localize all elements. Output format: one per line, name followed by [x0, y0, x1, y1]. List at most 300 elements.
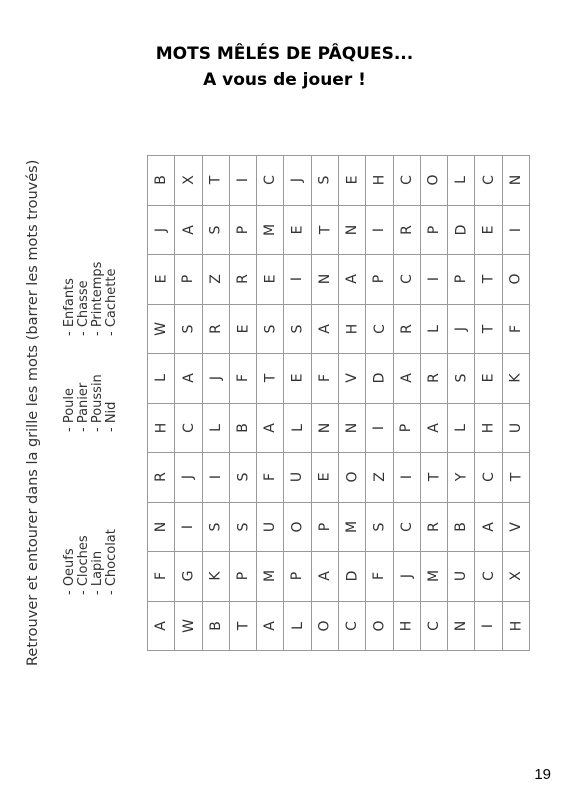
grid-cell[interactable]: [394, 602, 421, 652]
grid-cell[interactable]: [339, 404, 366, 454]
grid-letter: M: [262, 570, 279, 583]
grid-letter: C: [262, 175, 279, 186]
grid-letter: X: [507, 571, 524, 582]
grid-letter: K: [507, 373, 524, 383]
grid-letter: Y: [453, 472, 470, 482]
grid-cell[interactable]: [148, 156, 175, 206]
grid-cell[interactable]: [284, 602, 311, 652]
grid-letter: J: [153, 227, 170, 232]
grid-cell[interactable]: [503, 305, 530, 355]
grid-letter: C: [425, 620, 442, 631]
grid-letter: C: [480, 571, 497, 582]
grid-cell[interactable]: [175, 453, 202, 503]
grid-letter: H: [480, 422, 497, 434]
grid-cell[interactable]: [148, 255, 175, 305]
grid-cell[interactable]: [339, 552, 366, 602]
grid-letter: A: [316, 571, 333, 582]
grid-letter: T: [207, 175, 224, 185]
grid-letter: X: [180, 175, 197, 186]
grid-letter: U: [453, 571, 470, 582]
grid-letter: A: [262, 620, 279, 631]
grid-cell[interactable]: [503, 206, 530, 256]
grid-letter: I: [371, 227, 388, 232]
grid-cell[interactable]: [284, 206, 311, 256]
grid-cell[interactable]: [394, 206, 421, 256]
grid-letter: R: [398, 323, 415, 334]
grid-letter: P: [398, 423, 415, 432]
grid-cell[interactable]: [448, 503, 475, 553]
grid-letter: N: [453, 620, 470, 631]
grid-cell[interactable]: [503, 453, 530, 503]
grid-letter: R: [153, 472, 170, 483]
grid-cell[interactable]: [421, 453, 448, 503]
grid-cell[interactable]: [230, 156, 257, 206]
grid-cell[interactable]: [475, 156, 502, 206]
grid-letter: H: [344, 323, 361, 335]
grid-letter: R: [425, 521, 442, 532]
grid-letter: A: [262, 422, 279, 433]
grid-cell[interactable]: [312, 305, 339, 355]
grid-cell[interactable]: [148, 602, 175, 652]
grid-cell[interactable]: [148, 453, 175, 503]
grid-letter: L: [289, 621, 306, 630]
grid-letter: A: [398, 373, 415, 384]
grid-letter: T: [234, 621, 251, 631]
grid-cell[interactable]: [503, 255, 530, 305]
grid-cell[interactable]: [394, 255, 421, 305]
grid-cell[interactable]: [148, 206, 175, 256]
grid-cell[interactable]: [312, 206, 339, 256]
grid-cell[interactable]: [366, 305, 393, 355]
grid-letter: S: [289, 324, 306, 334]
grid-letter: N: [344, 224, 361, 235]
grid-letter: L: [453, 176, 470, 185]
grid-cell[interactable]: [175, 602, 202, 652]
grid-letter: P: [234, 225, 251, 234]
grid-letter: A: [316, 323, 333, 334]
word-item: - Oeufs: [62, 548, 77, 595]
grid-letter: M: [425, 570, 442, 583]
grid-cell[interactable]: [312, 404, 339, 454]
page-number: 19: [534, 766, 551, 783]
grid-cell[interactable]: [230, 255, 257, 305]
grid-cell[interactable]: [394, 404, 421, 454]
grid-cell[interactable]: [475, 206, 502, 256]
grid-letter: T: [480, 274, 497, 284]
grid-letter: L: [425, 324, 442, 333]
grid-cell[interactable]: [366, 206, 393, 256]
grid-cell[interactable]: [257, 156, 284, 206]
grid-letter: E: [480, 225, 497, 235]
word-item: - Panier: [76, 382, 91, 432]
grid-cell[interactable]: [394, 503, 421, 553]
grid-letter: L: [289, 423, 306, 432]
grid-cell[interactable]: [448, 206, 475, 256]
grid-cell[interactable]: [175, 404, 202, 454]
grid-cell[interactable]: [257, 305, 284, 355]
grid-cell[interactable]: [175, 503, 202, 553]
grid-letter: B: [153, 175, 170, 186]
grid-cell[interactable]: [339, 453, 366, 503]
grid-letter: M: [262, 223, 279, 236]
grid-cell[interactable]: [475, 602, 502, 652]
grid-letter: A: [425, 422, 442, 433]
grid-cell[interactable]: [175, 305, 202, 355]
grid-letter: F: [262, 473, 279, 482]
page-title: MOTS MÊLÉS DE PÂQUES...: [155, 44, 414, 64]
grid-cell[interactable]: [475, 404, 502, 454]
grid-letter: S: [262, 324, 279, 334]
word-item: - Lapin: [90, 550, 105, 595]
grid-cell[interactable]: [175, 206, 202, 256]
grid-letter: I: [480, 623, 497, 628]
grid-cell[interactable]: [394, 453, 421, 503]
grid-cell[interactable]: [448, 354, 475, 404]
grid-letter: F: [153, 572, 170, 581]
grid-letter: A: [153, 620, 170, 631]
grid-letter: J: [289, 178, 306, 183]
grid-cell[interactable]: [230, 602, 257, 652]
grid-cell[interactable]: [230, 453, 257, 503]
word-item: - Poule: [62, 387, 77, 432]
grid-letter: T: [316, 225, 333, 235]
grid-cell[interactable]: [312, 552, 339, 602]
grid-cell[interactable]: [503, 602, 530, 652]
grid-cell[interactable]: [257, 404, 284, 454]
grid-cell[interactable]: [503, 354, 530, 404]
grid-letter: R: [425, 373, 442, 384]
grid-cell[interactable]: [175, 156, 202, 206]
grid-cell[interactable]: [448, 305, 475, 355]
grid-letter: I: [207, 475, 224, 480]
grid-cell[interactable]: [421, 404, 448, 454]
grid-cell[interactable]: [257, 602, 284, 652]
grid-letter: E: [316, 472, 333, 482]
grid-cell[interactable]: [175, 354, 202, 404]
grid-letter: D: [453, 224, 470, 236]
grid-cell[interactable]: [203, 354, 230, 404]
grid-letter: E: [289, 373, 306, 383]
word-list-2: [63, 374, 119, 432]
grid-letter: E: [480, 373, 497, 383]
grid-cell[interactable]: [475, 552, 502, 602]
grid-cell[interactable]: [257, 453, 284, 503]
grid-cell[interactable]: [448, 552, 475, 602]
grid-cell[interactable]: [366, 503, 393, 553]
grid-letter: L: [207, 423, 224, 432]
grid-letter: S: [234, 522, 251, 532]
grid-letter: J: [180, 475, 197, 480]
grid-letter: W: [153, 321, 170, 336]
grid-cell[interactable]: [230, 305, 257, 355]
grid-cell[interactable]: [366, 404, 393, 454]
grid-letter: T: [425, 472, 442, 482]
grid-cell[interactable]: [394, 156, 421, 206]
grid-letter: C: [371, 323, 388, 334]
grid-cell[interactable]: [421, 354, 448, 404]
grid-letter: E: [234, 324, 251, 334]
grid-cell[interactable]: [203, 255, 230, 305]
grid-cell[interactable]: [448, 156, 475, 206]
grid-cell[interactable]: [284, 552, 311, 602]
grid-cell[interactable]: [421, 552, 448, 602]
grid-cell[interactable]: [366, 602, 393, 652]
grid-letter: V: [507, 521, 524, 532]
grid-letter: A: [180, 224, 197, 235]
grid-cell[interactable]: [339, 354, 366, 404]
grid-letter: H: [507, 620, 524, 632]
grid-letter: B: [453, 521, 470, 532]
grid-letter: N: [316, 422, 333, 433]
grid-letter: O: [371, 620, 388, 632]
grid-cell[interactable]: [366, 354, 393, 404]
grid-letter: T: [480, 324, 497, 334]
grid-letter: I: [507, 227, 524, 232]
grid-letter: F: [234, 374, 251, 383]
grid-cell[interactable]: [366, 453, 393, 503]
grid-cell[interactable]: [203, 404, 230, 454]
grid-letter: P: [425, 225, 442, 234]
grid-cell[interactable]: [257, 206, 284, 256]
grid-letter: E: [153, 274, 170, 284]
grid-letter: I: [234, 178, 251, 183]
grid-cell[interactable]: [284, 503, 311, 553]
grid-cell[interactable]: [339, 503, 366, 553]
grid-letter: B: [234, 422, 251, 433]
grid-letter: P: [453, 275, 470, 284]
grid-cell[interactable]: [339, 255, 366, 305]
grid-cell[interactable]: [203, 156, 230, 206]
grid-cell[interactable]: [257, 503, 284, 553]
word-item: - Chocolat: [104, 529, 119, 595]
grid-cell[interactable]: [448, 255, 475, 305]
grid-letter: P: [180, 275, 197, 284]
grid-cell[interactable]: [366, 552, 393, 602]
grid-letter: O: [507, 273, 524, 285]
grid-cell[interactable]: [394, 305, 421, 355]
grid-letter: J: [398, 574, 415, 579]
grid-letter: F: [371, 572, 388, 581]
instruction-text: Retrouver et entourer dans la grille les mots (barrer les mots trouvés): [25, 159, 41, 666]
grid-cell[interactable]: [448, 602, 475, 652]
grid-cell[interactable]: [421, 156, 448, 206]
word-list-1: [63, 529, 119, 595]
grid-letter: C: [180, 422, 197, 433]
word-item: - Cachette: [104, 268, 119, 336]
grid-letter: G: [180, 570, 197, 582]
grid-letter: S: [453, 373, 470, 383]
grid-letter: L: [453, 423, 470, 432]
grid-cell[interactable]: [148, 404, 175, 454]
grid-letter: R: [207, 323, 224, 334]
grid-letter: I: [289, 277, 306, 282]
grid-letter: B: [207, 620, 224, 631]
grid-cell[interactable]: [475, 305, 502, 355]
grid-letter: C: [398, 274, 415, 285]
grid-cell[interactable]: [503, 404, 530, 454]
grid-letter: U: [262, 521, 279, 532]
grid-cell[interactable]: [284, 354, 311, 404]
grid-letter: T: [262, 373, 279, 383]
grid-cell[interactable]: [339, 305, 366, 355]
grid-cell[interactable]: [503, 552, 530, 602]
grid-letter: A: [180, 373, 197, 384]
word-item: - Chasse: [76, 280, 91, 336]
grid-letter: S: [207, 225, 224, 235]
grid-letter: I: [425, 277, 442, 282]
grid-cell[interactable]: [284, 453, 311, 503]
grid-cell[interactable]: [503, 156, 530, 206]
grid-cell[interactable]: [148, 305, 175, 355]
grid-cell[interactable]: [448, 404, 475, 454]
word-item: - Printemps: [90, 261, 105, 336]
grid-cell[interactable]: [203, 453, 230, 503]
grid-cell[interactable]: [148, 354, 175, 404]
grid-letter: N: [344, 422, 361, 433]
grid-letter: I: [371, 425, 388, 430]
grid-letter: H: [371, 174, 388, 186]
grid-cell[interactable]: [257, 255, 284, 305]
grid-letter: P: [371, 275, 388, 284]
grid-cell[interactable]: [475, 255, 502, 305]
grid-cell[interactable]: [230, 552, 257, 602]
grid-letter: S: [234, 472, 251, 482]
grid-cell[interactable]: [503, 503, 530, 553]
grid-letter: U: [507, 422, 524, 433]
grid-letter: T: [507, 472, 524, 482]
grid-cell[interactable]: [312, 453, 339, 503]
grid-letter: J: [207, 376, 224, 381]
word-item: - Cloches: [76, 535, 91, 595]
grid-cell[interactable]: [257, 552, 284, 602]
grid-cell[interactable]: [230, 354, 257, 404]
grid-cell[interactable]: [339, 602, 366, 652]
grid-cell[interactable]: [203, 503, 230, 553]
grid-letter: P: [316, 522, 333, 531]
grid-letter: J: [453, 326, 470, 331]
grid-cell[interactable]: [175, 552, 202, 602]
grid-cell[interactable]: [203, 305, 230, 355]
grid-letter: O: [316, 620, 333, 632]
grid-cell[interactable]: [312, 156, 339, 206]
grid-cell[interactable]: [257, 354, 284, 404]
grid-letter: Z: [371, 472, 388, 483]
grid-cell[interactable]: [230, 503, 257, 553]
grid-cell[interactable]: [203, 206, 230, 256]
grid-cell[interactable]: [421, 503, 448, 553]
grid-letter: Z: [207, 274, 224, 285]
grid-letter: E: [289, 225, 306, 235]
grid-letter: N: [316, 274, 333, 285]
grid-letter: D: [344, 570, 361, 582]
grid-cell[interactable]: [339, 156, 366, 206]
grid-letter: C: [398, 521, 415, 532]
grid-cell[interactable]: [312, 354, 339, 404]
grid-letter: F: [507, 324, 524, 333]
grid-cell[interactable]: [175, 255, 202, 305]
grid-cell[interactable]: [312, 602, 339, 652]
grid-letter: F: [316, 374, 333, 383]
grid-cell[interactable]: [148, 503, 175, 553]
grid-letter: A: [480, 521, 497, 532]
grid-cell[interactable]: [475, 503, 502, 553]
grid-cell[interactable]: [394, 552, 421, 602]
grid-cell[interactable]: [284, 156, 311, 206]
grid-cell[interactable]: [339, 206, 366, 256]
grid-cell[interactable]: [475, 453, 502, 503]
grid-letter: M: [344, 520, 361, 533]
grid-letter: H: [398, 620, 415, 632]
grid-letter: V: [344, 373, 361, 384]
grid-cell[interactable]: [203, 552, 230, 602]
grid-letter: C: [480, 175, 497, 186]
grid-cell[interactable]: [284, 305, 311, 355]
grid-letter: O: [289, 521, 306, 533]
grid-cell[interactable]: [448, 453, 475, 503]
grid-letter: P: [289, 572, 306, 581]
grid-letter: E: [344, 175, 361, 185]
grid-cell[interactable]: [230, 404, 257, 454]
grid-cell[interactable]: [421, 602, 448, 652]
grid-cell[interactable]: [312, 255, 339, 305]
grid-letter: I: [180, 524, 197, 529]
grid-cell[interactable]: [421, 305, 448, 355]
word-list-3: [63, 262, 119, 336]
grid-letter: S: [180, 324, 197, 334]
page-subtitle: A vous de jouer !: [203, 70, 366, 90]
word-item: - Enfants: [62, 278, 77, 336]
grid-cell[interactable]: [366, 255, 393, 305]
grid-letter: W: [180, 618, 197, 633]
grid-letter: N: [507, 175, 524, 186]
grid-letter: S: [371, 522, 388, 532]
word-item: - Poussin: [90, 374, 105, 432]
grid-letter: H: [153, 422, 170, 434]
grid-letter: C: [480, 472, 497, 483]
word-item: - Nid: [104, 401, 119, 432]
grid-letter: N: [153, 521, 170, 532]
grid-cell[interactable]: [366, 156, 393, 206]
word-search-grid[interactable]: [147, 155, 530, 651]
grid-letter: R: [398, 224, 415, 235]
grid-cell[interactable]: [284, 404, 311, 454]
grid-letter: S: [207, 522, 224, 532]
grid-letter: C: [344, 620, 361, 631]
grid-letter: L: [153, 374, 170, 383]
grid-letter: E: [262, 274, 279, 284]
grid-cell[interactable]: [421, 255, 448, 305]
grid-cell[interactable]: [230, 206, 257, 256]
grid-letter: K: [207, 571, 224, 581]
grid-letter: R: [234, 274, 251, 285]
grid-letter: A: [344, 274, 361, 285]
grid-letter: S: [316, 175, 333, 185]
grid-letter: P: [234, 572, 251, 581]
grid-letter: D: [371, 372, 388, 384]
grid-letter: U: [289, 472, 306, 483]
grid-cell[interactable]: [394, 354, 421, 404]
grid-cell[interactable]: [475, 354, 502, 404]
grid-cell[interactable]: [148, 552, 175, 602]
grid-cell[interactable]: [284, 255, 311, 305]
grid-letter: I: [398, 475, 415, 480]
grid-letter: O: [425, 174, 442, 186]
grid-cell[interactable]: [312, 503, 339, 553]
grid-letter: O: [344, 471, 361, 483]
grid-cell[interactable]: [203, 602, 230, 652]
grid-cell[interactable]: [421, 206, 448, 256]
grid-letter: C: [398, 175, 415, 186]
